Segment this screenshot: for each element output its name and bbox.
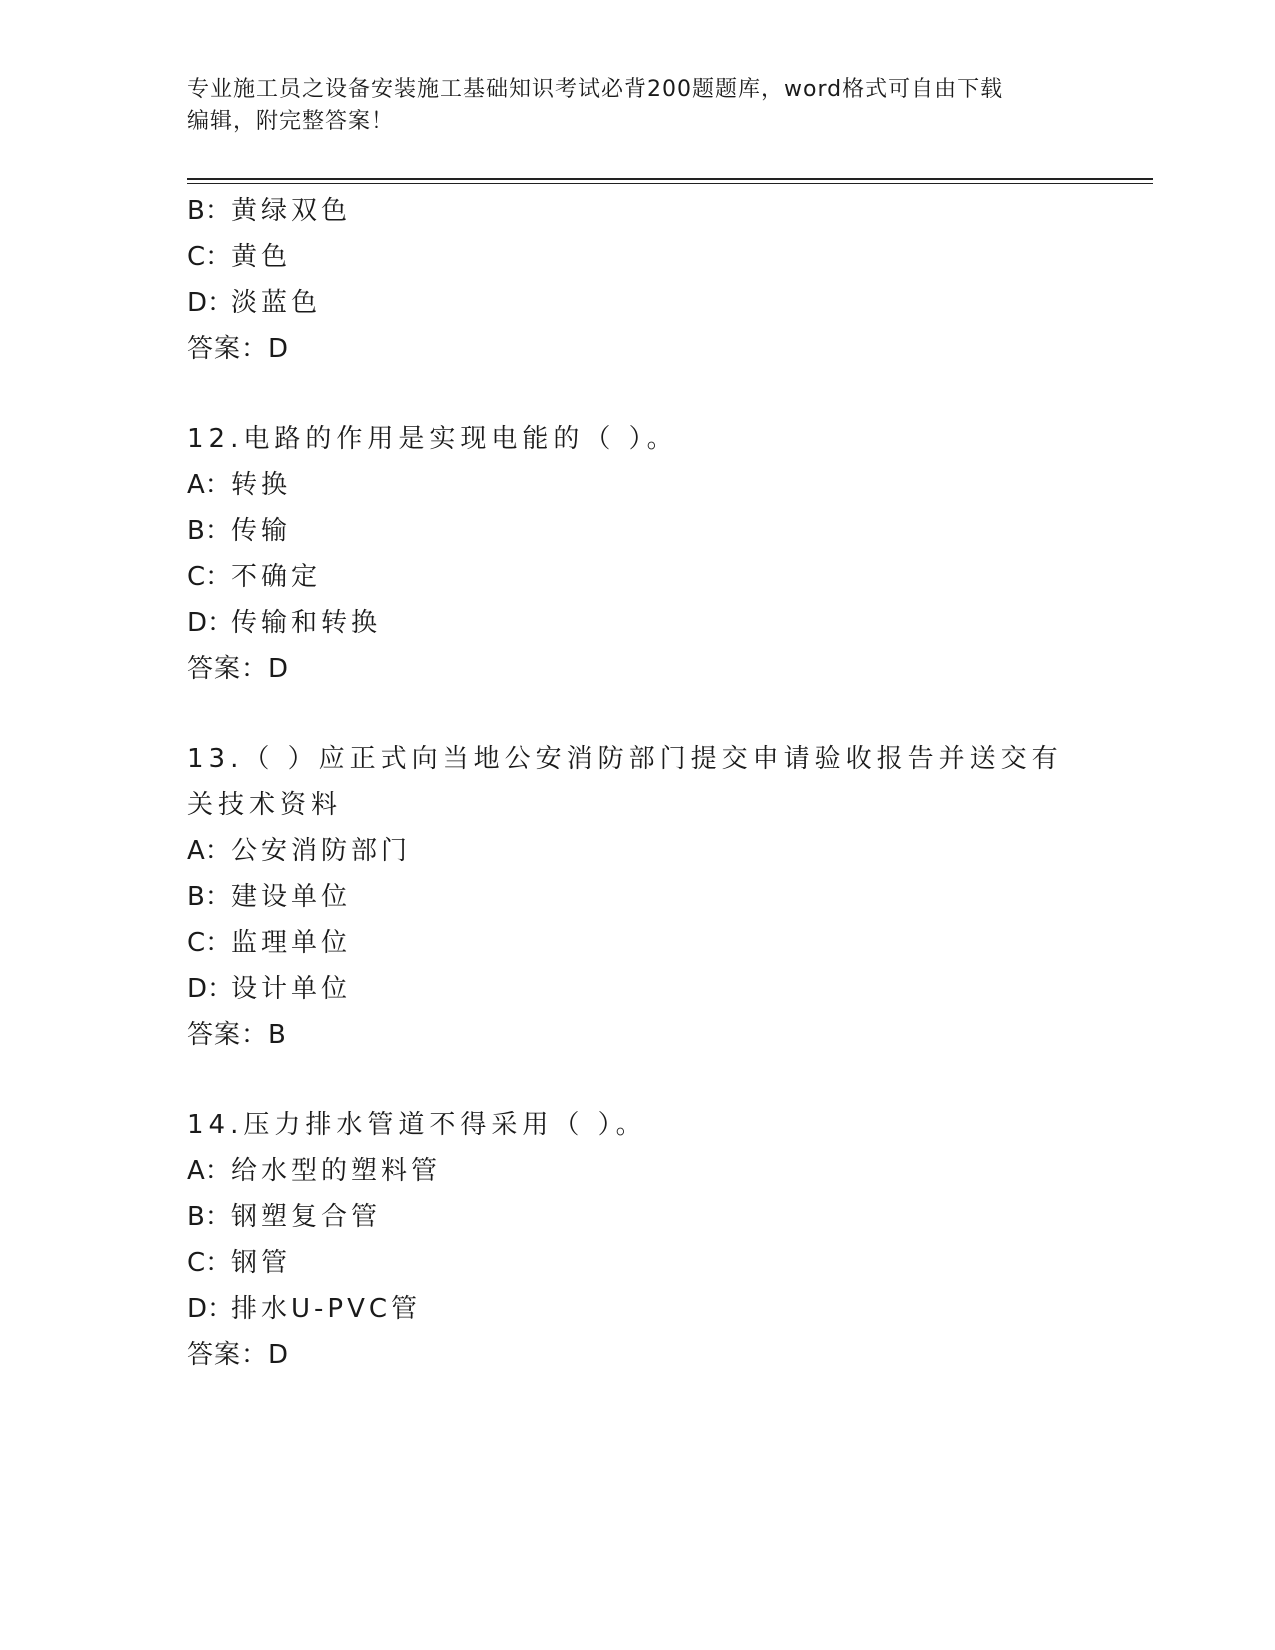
- option-b: [187, 508, 1087, 554]
- option-b: [187, 874, 1087, 920]
- option-label: B：: [187, 516, 231, 546]
- option-text: 不确定: [231, 562, 322, 592]
- option-text: 传输: [231, 516, 292, 546]
- header-title-line1: 专业施工员之设备安装施工基础知识考试必背200题题库，word格式可自由下载: [187, 77, 1004, 102]
- answer-line: 答案：D: [187, 334, 290, 364]
- question-block-14: [187, 1102, 1087, 1378]
- question-block-13: [187, 736, 1087, 1058]
- question-list: [187, 188, 1087, 1378]
- option-d: [187, 600, 1087, 646]
- header-divider-thin: [187, 183, 1153, 184]
- option-text: 钢塑复合管: [231, 1202, 382, 1232]
- option-d: [187, 280, 1087, 326]
- option-text: 转换: [231, 470, 292, 500]
- option-c: [187, 1240, 1087, 1286]
- option-label: C：: [187, 928, 232, 958]
- option-text: 监理单位: [231, 928, 352, 958]
- option-label: A：: [187, 836, 231, 866]
- option-text: 淡蓝色: [231, 288, 322, 318]
- option-text: 排水U-PVC管: [231, 1294, 422, 1324]
- option-label: D：: [187, 608, 234, 638]
- option-a: [187, 462, 1087, 508]
- header-divider-thick: [187, 178, 1153, 180]
- option-label: A：: [187, 470, 231, 500]
- answer-line: 答案：D: [187, 1340, 290, 1370]
- option-d: [187, 1286, 1087, 1332]
- option-label: A：: [187, 1156, 231, 1186]
- option-text: 黄色: [231, 242, 292, 272]
- option-text: 给水型的塑料管: [231, 1156, 442, 1186]
- question-stem: 13.（ ）应正式向当地公安消防部门提交申请验收报告并送交有关技术资料: [187, 744, 1063, 820]
- option-label: D：: [187, 974, 234, 1004]
- option-text: 设计单位: [231, 974, 352, 1004]
- option-text: 传输和转换: [231, 608, 382, 638]
- option-label: C：: [187, 1248, 232, 1278]
- option-b: [187, 188, 1087, 234]
- option-text: 黄绿双色: [231, 196, 352, 226]
- option-c: [187, 920, 1087, 966]
- option-label: D：: [187, 288, 234, 318]
- header-title-line2: 编辑，附完整答案！: [187, 109, 395, 134]
- answer-line: 答案：D: [187, 654, 290, 684]
- option-d: [187, 966, 1087, 1012]
- document-header: [187, 74, 1067, 138]
- question-stem: 12.电路的作用是实现电能的（ ）。: [187, 424, 678, 454]
- option-a: [187, 828, 1087, 874]
- option-label: C：: [187, 562, 232, 592]
- question-stem: 14.压力排水管道不得采用（ ）。: [187, 1110, 647, 1140]
- option-b: [187, 1194, 1087, 1240]
- option-label: B：: [187, 882, 231, 912]
- question-block-partial: [187, 188, 1087, 372]
- option-label: D：: [187, 1294, 234, 1324]
- option-c: [187, 234, 1087, 280]
- option-text: 建设单位: [231, 882, 352, 912]
- option-c: [187, 554, 1087, 600]
- option-a: [187, 1148, 1087, 1194]
- option-text: 钢管: [231, 1248, 292, 1278]
- option-label: B：: [187, 1202, 231, 1232]
- option-text: 公安消防部门: [231, 836, 412, 866]
- option-label: B：: [187, 196, 231, 226]
- question-block-12: [187, 416, 1087, 692]
- answer-line: 答案：B: [187, 1020, 287, 1050]
- option-label: C：: [187, 242, 232, 272]
